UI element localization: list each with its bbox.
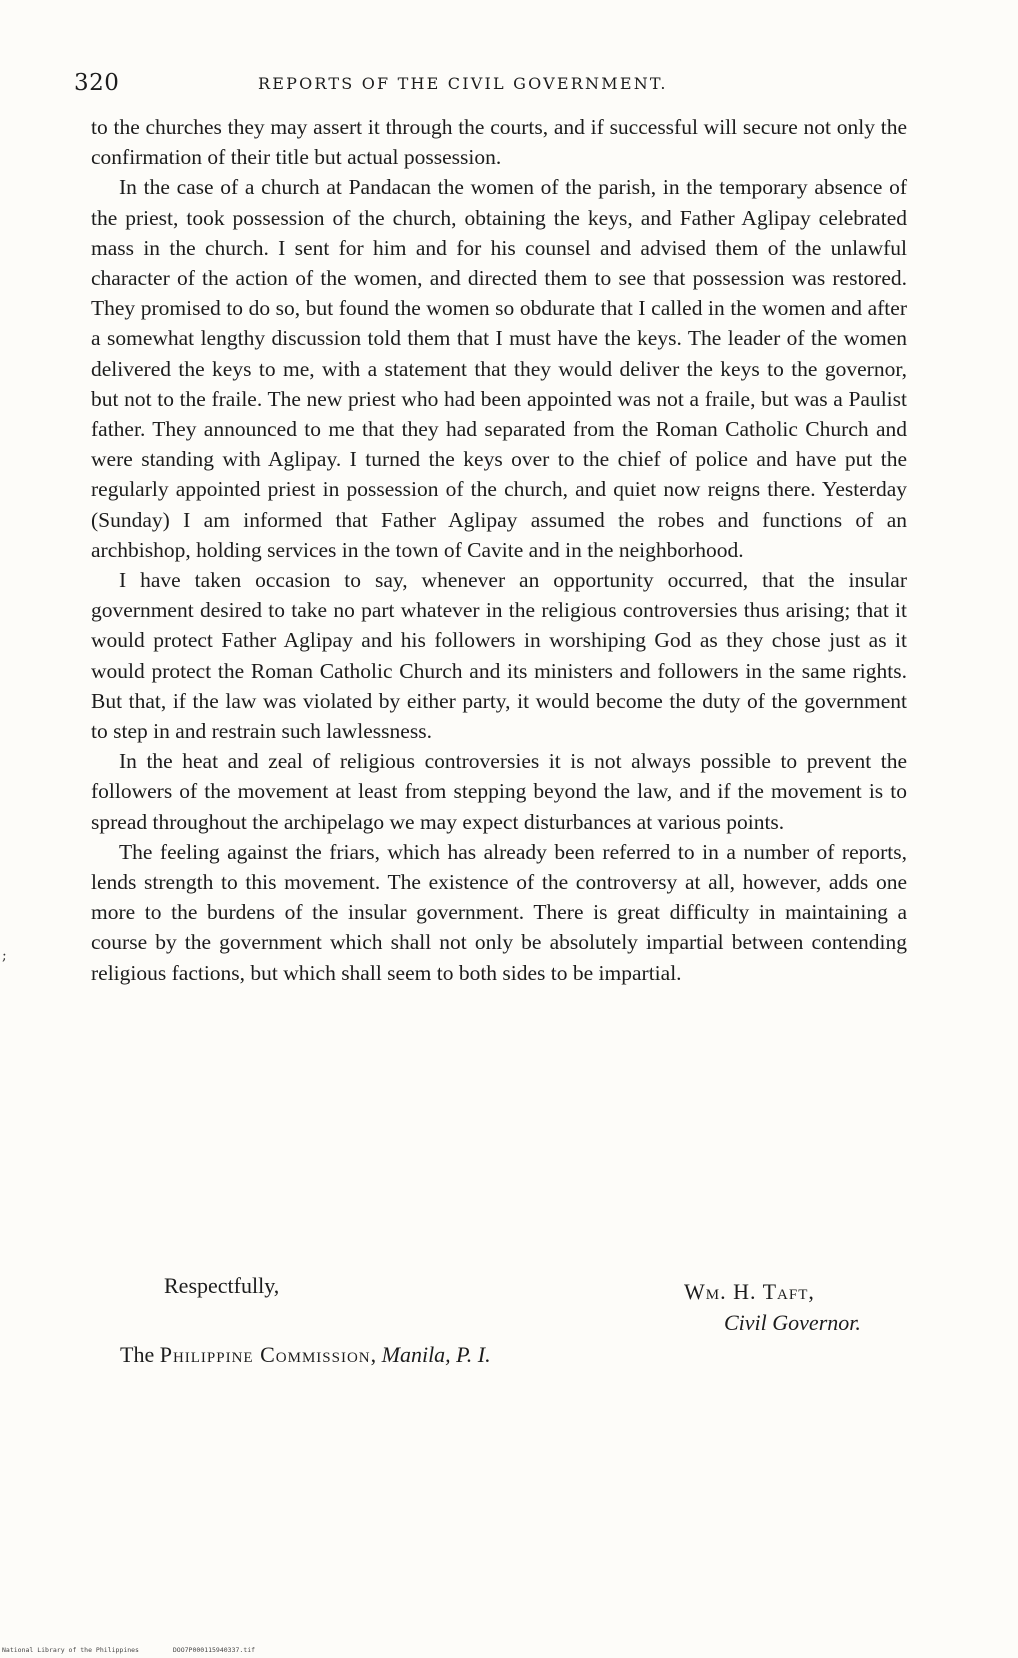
library-credit: National Library of the Philippines xyxy=(2,1646,139,1654)
paragraph-friars-feeling: The feeling against the friars, which has already been referred to in a number of reports, lends strength to this movement. The existence of the controversy at all, however, adds one more to the burdens of the insular government. There is great difficulty in maintaining a course by the government which shall not only be absolutely impartial between contending religious factions, but which shall seem to both sides to be impartial. xyxy=(91,839,907,985)
page-number: 320 xyxy=(74,70,120,96)
scan-footer xyxy=(2,1646,285,1654)
signer-title: Civil Governor. xyxy=(724,1310,861,1335)
scan-file-id: DOO7P000115940337.tif xyxy=(172,1646,256,1654)
addressee-prefix: The xyxy=(120,1342,160,1367)
report-body xyxy=(91,112,907,988)
running-title: REPORTS OF THE CIVIL GOVERNMENT. xyxy=(258,74,668,93)
signer-name: Wm. H. Taft, xyxy=(684,1279,815,1304)
paragraph-pandacan-church: In the case of a church at Pandacan the women of the parish, in the temporary absence of the priest, took possession of the church, obtaining the keys, and Father Aglipay celebrated mass in the church. I sent for him and for his counsel and advised them of the unlawful character of the action of the women, and directed them to see that possession was restored. They promised to do so, but found the women so obdurate that I called in the women and after a somewhat lengthy discussion told them that I must have the keys. The leader of the women delivered the keys to me, with a statement that they would deliver the keys to the governor, but not to the fraile. The new priest who had been appointed was not a fraile, but was a Paulist father. They announced to me that they had separated from the Roman Catholic Church and were standing with Aglipay. I turned the keys over to the chief of police and have put the regularly appointed priest in possession of the church, and quiet now reigns there. Yesterday (Sunday) I am informed that Father Aglipay assumed the robes and functions of an archbishop, holding services in the town of Cavite and in the neighborhood. xyxy=(91,175,907,562)
paragraph-religious-controversies: In the heat and zeal of religious controversies it is not always possible to prevent the followers of the movement at least from stepping beyond the law, and if the movement is to spread throughout the archipelago we may expect disturbances at various points. xyxy=(91,749,907,834)
addressee-place: Manila, P. I. xyxy=(381,1342,491,1367)
salutation: Respectfully, xyxy=(164,1273,280,1298)
addressee-line xyxy=(120,1342,491,1368)
paragraph-government-neutrality: I have taken occasion to say, whenever an opportunity occurred, that the insular government desired to take no part whatever in the religious controversies thus arising; that it would protect Father Aglipay and his followers in worshiping God as they chose just as it would protect the Roman Catholic Church and its ministers and followers in the same rights. But that, if the law was violated by either party, it would become the duty of the government to step in and restrain such lawlessness. xyxy=(91,568,907,744)
page-header xyxy=(74,70,774,102)
margin-mark: ; xyxy=(2,948,7,964)
addressee-separator: , xyxy=(370,1342,382,1367)
paragraph-continuation: to the churches they may assert it through the courts, and if successful will secure not only the confirmation of their title but actual possession. xyxy=(91,115,907,170)
addressee-org: Philippine Commission xyxy=(159,1342,371,1367)
